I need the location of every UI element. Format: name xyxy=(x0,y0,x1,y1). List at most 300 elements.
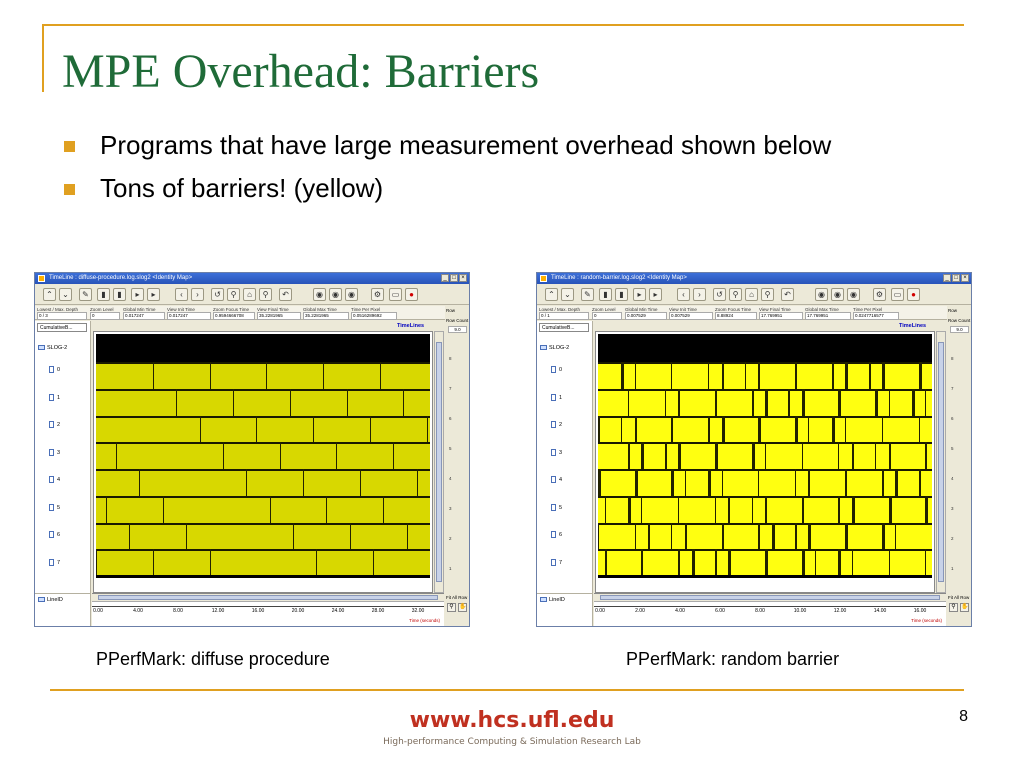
info-field xyxy=(213,307,255,319)
barrier-boundary xyxy=(889,442,891,469)
tree-item-rank[interactable] xyxy=(551,531,562,538)
row-tick-label: 6 xyxy=(951,416,954,421)
rank-label: 0 xyxy=(57,366,61,373)
barrier-boundary xyxy=(875,442,876,469)
tree-item-rank[interactable] xyxy=(551,394,562,401)
search-backward-icon[interactable]: ◉ xyxy=(313,288,326,301)
info-field xyxy=(669,307,713,319)
zoom-icon[interactable]: ⚲ xyxy=(447,603,456,612)
barrier-boundary xyxy=(765,496,767,523)
document-icon xyxy=(551,559,556,566)
barrier-boundary xyxy=(882,469,884,496)
ruler-tick-label: 8.00 xyxy=(173,608,183,614)
search-forward-icon[interactable]: ◉ xyxy=(847,288,860,301)
document-icon xyxy=(551,366,556,373)
scroll-down-icon[interactable]: ⌄ xyxy=(59,288,72,301)
barrier-boundary xyxy=(852,496,855,523)
barrier-boundary xyxy=(373,549,374,576)
tree-item-rank[interactable] xyxy=(49,504,60,511)
next-icon[interactable]: › xyxy=(191,288,204,301)
row-count-field[interactable]: 9.0 xyxy=(950,326,969,333)
forward-icon[interactable]: ▸ xyxy=(131,288,144,301)
tree-item-rank[interactable] xyxy=(49,394,60,401)
info-field-value[interactable]: 35.2281965 xyxy=(303,312,349,320)
frame-top-line xyxy=(42,24,964,26)
ruler-tick-label: 24.00 xyxy=(331,608,345,614)
tree-item-rank[interactable] xyxy=(49,366,60,373)
info-field xyxy=(351,307,397,319)
tree-item-rank[interactable] xyxy=(551,504,562,511)
document-icon xyxy=(49,559,54,566)
bullet-text: Programs that have large measurement overhead shown below xyxy=(100,130,832,160)
barrier-boundary xyxy=(685,523,687,550)
square-bullet-icon xyxy=(64,184,75,195)
document-icon xyxy=(551,476,556,483)
barrier-boundary xyxy=(869,362,871,389)
barrier-boundary xyxy=(605,496,606,523)
rank-label: 5 xyxy=(559,504,563,511)
rank-label: 2 xyxy=(57,421,61,428)
ruler-tick-label: 16.00 xyxy=(251,608,265,614)
ruler-unit-label: Time (seconds) xyxy=(409,618,440,623)
barrier-boundary xyxy=(715,549,717,576)
tree-item-rank[interactable] xyxy=(551,559,562,566)
rank-row-divider xyxy=(96,389,430,391)
barrier-boundary xyxy=(728,496,730,523)
close-button[interactable]: × xyxy=(961,274,969,282)
next-icon[interactable]: › xyxy=(693,288,706,301)
barrier-boundary xyxy=(808,523,811,550)
barrier-boundary xyxy=(889,549,890,576)
document-icon xyxy=(551,421,556,428)
tree-item-rank[interactable] xyxy=(551,449,562,456)
rank-tree-panel xyxy=(35,321,91,593)
jumpshot-window-diffuse-procedure xyxy=(34,272,470,627)
tree-item-rank[interactable] xyxy=(551,476,562,483)
barrier-boundary xyxy=(96,549,97,576)
delete-icon[interactable]: ▮ xyxy=(97,288,110,301)
horizontal-scrollbar[interactable] xyxy=(594,594,946,602)
fit-all-rows-label: Fit All Row xyxy=(948,595,970,600)
timeline-header-band xyxy=(598,334,932,362)
tree-item-rank[interactable] xyxy=(49,449,60,456)
scrollbar-thumb[interactable] xyxy=(600,595,940,600)
home-icon[interactable]: ⌂ xyxy=(745,288,758,301)
barrier-boundary xyxy=(795,416,798,443)
print-icon[interactable]: ▭ xyxy=(891,288,904,301)
lineid-item[interactable] xyxy=(540,597,565,603)
lineid-label: LineID xyxy=(47,597,63,603)
timeline-header-band xyxy=(96,334,430,362)
rank-label: 1 xyxy=(57,394,61,401)
tree-root[interactable] xyxy=(38,345,67,351)
info-field-value[interactable]: 17.769951 xyxy=(805,312,851,320)
rank-label: 6 xyxy=(57,531,61,538)
close-button[interactable]: × xyxy=(459,274,467,282)
info-field-value[interactable]: 0 xyxy=(592,312,622,320)
back-icon[interactable]: ‹ xyxy=(677,288,690,301)
row-tick-label: 8 xyxy=(449,356,452,361)
barrier-boundary xyxy=(772,523,775,550)
barrier-boundary xyxy=(852,442,854,469)
info-field xyxy=(257,307,301,319)
barrier-boundary xyxy=(233,389,234,416)
undo-icon[interactable]: ↶ xyxy=(279,288,292,301)
folder-icon xyxy=(38,597,45,602)
slide-title: MPE Overhead: Barriers xyxy=(62,45,540,98)
row-tick-label: 4 xyxy=(951,476,954,481)
legend-dropdown[interactable]: CumulativeB... xyxy=(539,323,589,332)
barrier-boundary xyxy=(758,362,760,389)
barrier-boundary xyxy=(671,362,672,389)
row-tick-label: 6 xyxy=(449,416,452,421)
edit-icon[interactable]: ✎ xyxy=(79,288,92,301)
barrier-boundary xyxy=(163,496,164,523)
refresh-icon[interactable]: ↺ xyxy=(211,288,224,301)
barrier-boundary xyxy=(889,389,890,416)
barrier-boundary xyxy=(223,442,224,469)
barrier-boundary xyxy=(605,549,607,576)
barrier-boundary xyxy=(815,549,816,576)
tree-item-rank[interactable] xyxy=(49,476,60,483)
ruler-axis-line xyxy=(92,606,444,607)
ruler-corner-panel xyxy=(445,593,469,627)
barrier-boundary xyxy=(336,442,337,469)
info-field-value[interactable]: 0.9594666708 xyxy=(213,312,255,320)
barrier-boundary xyxy=(641,442,644,469)
tree-root[interactable] xyxy=(540,345,569,351)
scrollbar-thumb[interactable] xyxy=(436,342,442,582)
barrier-boundary xyxy=(802,442,803,469)
barrier-boundary xyxy=(383,496,384,523)
search-icon[interactable]: ◉ xyxy=(831,288,844,301)
rank-row-divider xyxy=(96,523,430,525)
zoom-icon[interactable]: ⚲ xyxy=(949,603,958,612)
barrier-boundary xyxy=(925,389,926,416)
delete-icon[interactable]: ▮ xyxy=(599,288,612,301)
edit-icon[interactable]: ✎ xyxy=(581,288,594,301)
barrier-boundary xyxy=(293,523,294,550)
stop-icon[interactable]: ● xyxy=(907,288,920,301)
vertical-scrollbar[interactable] xyxy=(936,331,946,593)
document-icon xyxy=(551,531,556,538)
info-bar xyxy=(537,306,971,320)
barrier-boundary xyxy=(598,469,601,496)
rank-row-divider xyxy=(96,496,430,498)
lineid-panel xyxy=(35,593,91,627)
rank-label: 3 xyxy=(57,449,61,456)
info-field-label: View Final Time xyxy=(257,307,289,312)
tree-item-rank[interactable] xyxy=(49,559,60,566)
document-icon xyxy=(49,394,54,401)
info-field-label: Zoom Level xyxy=(592,307,616,312)
info-field-label: Zoom Level xyxy=(90,307,114,312)
tree-root-label: SLOG-2 xyxy=(47,345,68,351)
tree-root-label: SLOG-2 xyxy=(549,345,570,351)
ruler-tick-label: 0.00 xyxy=(595,608,605,614)
timeline-canvas[interactable] xyxy=(595,331,935,593)
document-icon xyxy=(49,366,54,373)
timelines-label: TimeLines xyxy=(899,323,927,329)
ruler-tick-label: 16.00 xyxy=(913,608,927,614)
tree-item-rank[interactable] xyxy=(551,366,562,373)
barrier-boundary xyxy=(728,549,731,576)
zoom-in-icon[interactable]: ⚲ xyxy=(761,288,774,301)
rank-row-divider xyxy=(96,549,430,551)
info-field xyxy=(625,307,667,319)
barrier-boundary xyxy=(852,549,853,576)
barrier-boundary xyxy=(838,549,841,576)
info-field xyxy=(123,307,165,319)
scroll-up-icon[interactable]: ⌃ xyxy=(43,288,56,301)
info-field-value[interactable]: 0.0516289692 xyxy=(351,312,397,320)
ruler-tick-label: 0.00 xyxy=(93,608,103,614)
barrier-boundary xyxy=(621,362,624,389)
zoom-out-icon[interactable]: ⚲ xyxy=(729,288,742,301)
info-field-label: Zoom Focus Time xyxy=(715,307,752,312)
barrier-boundary xyxy=(838,389,841,416)
minimize-button[interactable]: _ xyxy=(441,274,449,282)
settings-icon[interactable]: ⚙ xyxy=(873,288,886,301)
rank-label: 7 xyxy=(57,559,61,566)
info-field-label: Global Max Time xyxy=(805,307,839,312)
timeline-canvas[interactable] xyxy=(93,331,433,593)
info-field-value[interactable]: 0.007529 xyxy=(625,312,667,320)
barrier-boundary xyxy=(758,523,760,550)
hand-icon[interactable]: ✋ xyxy=(961,604,969,610)
barrier-boundary xyxy=(845,469,847,496)
maximize-button[interactable]: □ xyxy=(952,274,960,282)
row-tick-label: 5 xyxy=(449,446,452,451)
barrier-boundary xyxy=(919,469,921,496)
barrier-boundary xyxy=(290,389,291,416)
hand-icon[interactable]: ✋ xyxy=(459,604,467,610)
barrier-boundary xyxy=(427,416,428,443)
lineid-item[interactable] xyxy=(38,597,63,603)
window-titlebar xyxy=(537,273,971,284)
ruler-unit-label: Time (seconds) xyxy=(911,618,942,623)
search-forward-icon[interactable]: ◉ xyxy=(345,288,358,301)
home-icon[interactable]: ⌂ xyxy=(243,288,256,301)
info-field-label: Global Min Time xyxy=(625,307,658,312)
maximize-button[interactable]: □ xyxy=(450,274,458,282)
barrier-boundary xyxy=(692,549,695,576)
minimize-button[interactable]: _ xyxy=(943,274,951,282)
ruler-tick-label: 10.00 xyxy=(793,608,807,614)
timeline-footer-band xyxy=(96,575,430,578)
ruler-tick-label: 32.00 xyxy=(411,608,425,614)
info-field xyxy=(592,307,622,319)
barrier-boundary xyxy=(628,389,629,416)
info-field-value[interactable]: 0 / 1 xyxy=(539,312,589,320)
barrier-boundary xyxy=(925,549,926,576)
jumpshot-window-random-barrier xyxy=(536,272,972,627)
barrier-boundary xyxy=(106,496,107,523)
barrier-boundary xyxy=(598,416,600,443)
scrollbar-thumb[interactable] xyxy=(98,595,438,600)
barrier-boundary xyxy=(665,442,667,469)
horizontal-scrollbar[interactable] xyxy=(92,594,444,602)
ruler-tick-label: 28.00 xyxy=(371,608,385,614)
info-field-label: Time Per Pixel xyxy=(853,307,883,312)
barrier-boundary xyxy=(808,469,810,496)
page-number: 8 xyxy=(959,708,968,725)
undo-icon[interactable]: ↶ xyxy=(781,288,794,301)
rank-row-divider xyxy=(96,442,430,444)
info-field xyxy=(167,307,211,319)
barrier-boundary xyxy=(671,416,673,443)
barrier-boundary xyxy=(671,469,674,496)
barrier-boundary xyxy=(708,362,709,389)
tree-item-rank[interactable] xyxy=(551,421,562,428)
ruler-tick-label: 12.00 xyxy=(833,608,847,614)
stop-icon[interactable]: ● xyxy=(405,288,418,301)
search-icon[interactable]: ◉ xyxy=(329,288,342,301)
barrier-boundary xyxy=(360,469,361,496)
refresh-icon[interactable]: ↺ xyxy=(713,288,726,301)
barrier-boundary xyxy=(802,549,805,576)
toolbar xyxy=(35,285,469,305)
barrier-boundary xyxy=(665,389,666,416)
caption-random-barrier: PPerfMark: random barrier xyxy=(626,649,840,669)
row-count-label: Row Count xyxy=(446,318,469,323)
bullet-item xyxy=(64,171,944,206)
barrier-boundary xyxy=(752,389,754,416)
info-field xyxy=(539,307,589,319)
vertical-scrollbar[interactable] xyxy=(434,331,444,593)
mark-icon[interactable]: ▸ xyxy=(649,288,662,301)
ruler-tick-label: 2.00 xyxy=(635,608,645,614)
info-field-value[interactable]: 0.007529 xyxy=(669,312,713,320)
info-field-value[interactable]: 0.017247 xyxy=(123,312,165,320)
info-field xyxy=(90,307,120,319)
barrier-boundary xyxy=(153,362,154,389)
ruler-axis-line xyxy=(594,606,946,607)
barrier-boundary xyxy=(347,389,348,416)
barrier-boundary xyxy=(795,469,796,496)
info-field-label: Zoom Focus Time xyxy=(213,307,250,312)
legend-dropdown[interactable]: CumulativeB... xyxy=(37,323,87,332)
tree-item-rank[interactable] xyxy=(49,421,60,428)
row-count-label: Row Count xyxy=(948,318,971,323)
barrier-boundary xyxy=(641,549,643,576)
ruler-tick-label: 6.00 xyxy=(715,608,725,614)
info-field-value[interactable]: 8.88924 xyxy=(715,312,757,320)
back-icon[interactable]: ‹ xyxy=(175,288,188,301)
row-control-panel xyxy=(445,306,469,598)
info-field-label: Global Min Time xyxy=(123,307,156,312)
barrier-boundary xyxy=(919,416,920,443)
barrier-region xyxy=(96,362,430,576)
bullet-list xyxy=(64,128,944,214)
info-field-value[interactable]: 17.769951 xyxy=(759,312,803,320)
scroll-up-icon[interactable]: ⌃ xyxy=(545,288,558,301)
rank-label: 6 xyxy=(559,531,563,538)
forward-icon[interactable]: ▸ xyxy=(633,288,646,301)
delete-icon[interactable]: ▮ xyxy=(615,288,628,301)
time-ruler xyxy=(594,593,946,627)
barrier-boundary xyxy=(210,362,211,389)
info-field-value[interactable]: 35.2281965 xyxy=(257,312,301,320)
barrier-boundary xyxy=(685,469,686,496)
ruler-tick-label: 8.00 xyxy=(755,608,765,614)
barrier-boundary xyxy=(621,416,622,443)
rank-label: 1 xyxy=(559,394,563,401)
rank-row-divider xyxy=(96,416,430,418)
document-icon xyxy=(551,504,556,511)
footer-url: www.hcs.ufl.edu xyxy=(409,708,615,733)
barrier-boundary xyxy=(765,389,768,416)
row-tick-label: 3 xyxy=(951,506,954,511)
barrier-boundary xyxy=(708,469,711,496)
barrier-boundary xyxy=(895,523,896,550)
barrier-boundary xyxy=(745,362,746,389)
info-field-value[interactable]: 0.017247 xyxy=(167,312,211,320)
rank-label: 4 xyxy=(559,476,563,483)
search-backward-icon[interactable]: ◉ xyxy=(815,288,828,301)
barrier-boundary xyxy=(832,362,834,389)
barrier-boundary xyxy=(752,442,755,469)
delete-icon[interactable]: ▮ xyxy=(113,288,126,301)
barrier-boundary xyxy=(795,362,797,389)
row-tick-label: 1 xyxy=(449,566,452,571)
scroll-down-icon[interactable]: ⌄ xyxy=(561,288,574,301)
row-tick-label: 3 xyxy=(449,506,452,511)
info-field-label: View Init Time xyxy=(669,307,697,312)
frame-bottom-line xyxy=(50,689,964,691)
barrier-boundary xyxy=(788,389,790,416)
row-count-field[interactable]: 9.0 xyxy=(448,326,467,333)
rank-row-divider xyxy=(96,469,430,471)
barrier-boundary xyxy=(210,549,211,576)
info-field xyxy=(805,307,851,319)
settings-icon[interactable]: ⚙ xyxy=(371,288,384,301)
folder-icon xyxy=(38,345,45,350)
scrollbar-thumb[interactable] xyxy=(938,342,944,582)
barrier-boundary xyxy=(752,496,753,523)
row-tick-label: 2 xyxy=(951,536,954,541)
info-field-value[interactable]: 0.0247716577 xyxy=(853,312,899,320)
barrier-region xyxy=(598,362,932,576)
print-icon[interactable]: ▭ xyxy=(389,288,402,301)
tree-item-rank[interactable] xyxy=(49,531,60,538)
barrier-boundary xyxy=(407,523,408,550)
info-field-label: View Final Time xyxy=(759,307,791,312)
rank-label: 0 xyxy=(559,366,563,373)
barrier-boundary xyxy=(715,496,716,523)
info-field-value[interactable]: 0 / 3 xyxy=(37,312,87,320)
zoom-out-icon[interactable]: ⚲ xyxy=(227,288,240,301)
barrier-boundary xyxy=(139,469,140,496)
barrier-boundary xyxy=(678,389,680,416)
barrier-boundary xyxy=(882,416,883,443)
barrier-boundary xyxy=(845,362,848,389)
barrier-boundary xyxy=(313,416,314,443)
barrier-boundary xyxy=(875,389,878,416)
mark-icon[interactable]: ▸ xyxy=(147,288,160,301)
document-icon xyxy=(49,476,54,483)
barrier-boundary xyxy=(186,523,187,550)
ruler-tick-label: 4.00 xyxy=(675,608,685,614)
info-field xyxy=(853,307,899,319)
rank-label: 2 xyxy=(559,421,563,428)
zoom-in-icon[interactable]: ⚲ xyxy=(259,288,272,301)
barrier-boundary xyxy=(129,523,130,550)
info-field xyxy=(37,307,87,319)
info-field-value[interactable]: 0 xyxy=(90,312,120,320)
window-titlebar xyxy=(35,273,469,284)
barrier-boundary xyxy=(802,496,804,523)
